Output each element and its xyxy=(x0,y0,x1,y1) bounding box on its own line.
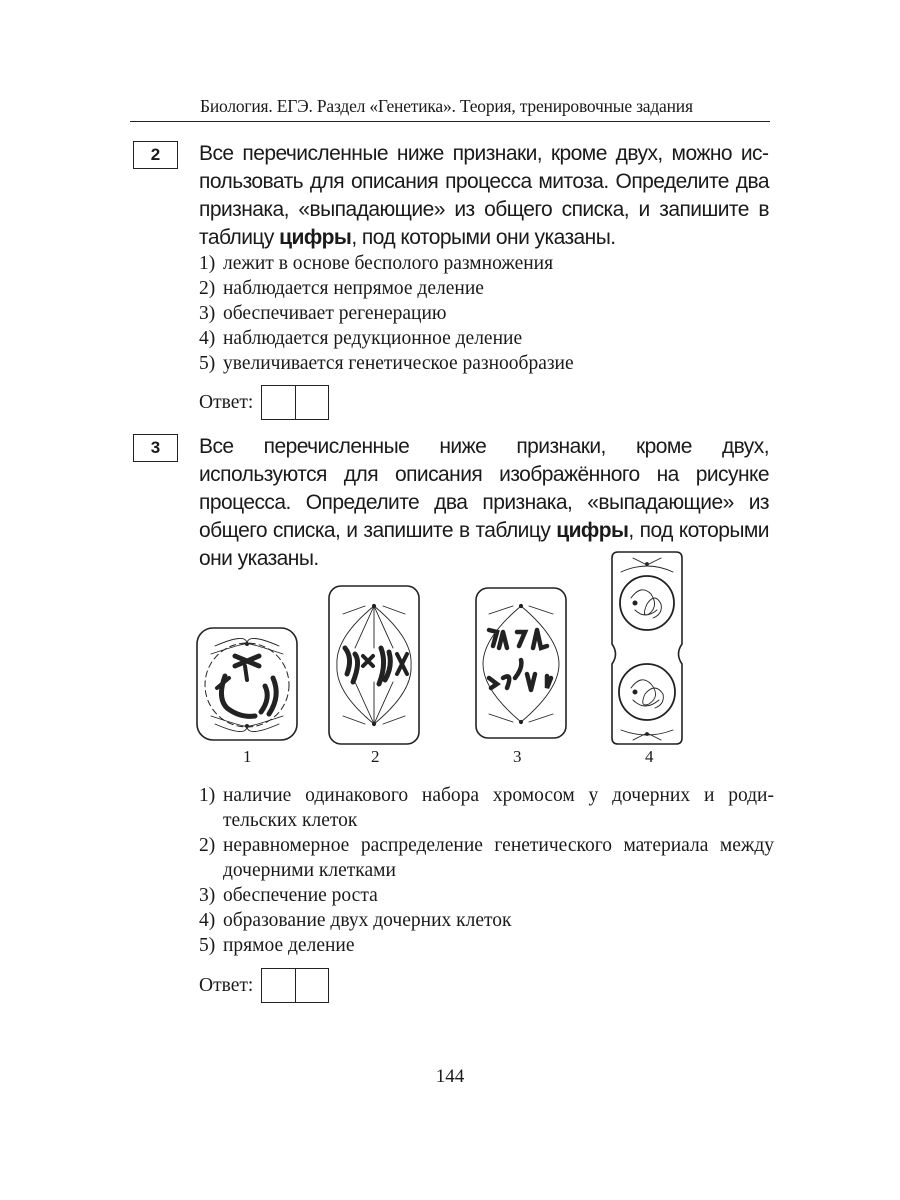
option-item xyxy=(199,251,774,276)
answer-row xyxy=(199,385,329,420)
prompt-text: Все перечисленные ниже признаки, кроме двух, можно использовать для описания процесса митоза. Определите два признака, «выпадающие» из общего списка, и запишите в таблицу xyxy=(199,142,769,249)
option-item xyxy=(199,351,774,376)
option-text: увеличивается генетическое разнообразие xyxy=(223,353,574,374)
prompt-text-end: , под которыми они указаны. xyxy=(199,519,769,570)
task-prompt xyxy=(199,140,769,252)
option-text: прямое деление xyxy=(223,935,355,956)
header-rule xyxy=(130,121,770,122)
option-number: 3) xyxy=(199,885,216,906)
option-number: 4) xyxy=(199,328,216,349)
answer-label: Ответ: xyxy=(199,391,254,413)
cell-1-prophase xyxy=(197,628,297,740)
answer-box xyxy=(261,385,329,420)
task-number-badge: 2 xyxy=(133,141,178,169)
option-number: 1) xyxy=(199,785,216,806)
answer-cell-1[interactable] xyxy=(262,386,295,419)
option-item xyxy=(199,908,774,933)
answer-cell-1[interactable] xyxy=(262,969,295,1002)
mitosis-illustration xyxy=(185,548,725,748)
running-title: Биология. ЕГЭ. Раздел «Генетика». Теория, тренировочные задания xyxy=(200,96,693,116)
options-list xyxy=(199,783,774,958)
answer-cell-2[interactable] xyxy=(295,386,328,419)
cell-2-metaphase xyxy=(329,586,419,744)
figure-label-4: 4 xyxy=(645,747,654,766)
option-number: 2) xyxy=(199,278,216,299)
prompt-text: Все перечисленные ниже признаки, кроме двух, используются для описания изображённого на рисунке процесса. Определите два признака, «выпадающие» из общего списка, и запишите в таблицу xyxy=(199,435,769,542)
option-item xyxy=(199,783,774,833)
cell-4-telophase xyxy=(612,552,682,744)
page-number: 144 xyxy=(435,1066,465,1087)
option-text: образование двух дочерних клеток xyxy=(223,910,512,931)
option-item xyxy=(199,276,774,301)
figure-label-2: 2 xyxy=(371,747,380,766)
answer-cell-2[interactable] xyxy=(295,969,328,1002)
option-text: наблюдается редукционное деление xyxy=(223,328,523,349)
figure-label-3: 3 xyxy=(513,747,522,766)
option-number: 3) xyxy=(199,303,216,324)
cell-3-anaphase xyxy=(476,588,566,738)
option-number: 5) xyxy=(199,353,216,374)
options-list xyxy=(199,251,774,376)
option-number: 2) xyxy=(199,835,216,856)
option-text: неравномерное распределение генетического материала между дочерними клетками xyxy=(223,835,774,881)
answer-row xyxy=(199,968,329,1003)
answer-box xyxy=(261,968,329,1003)
option-item xyxy=(199,883,774,908)
mitosis-figure xyxy=(185,548,725,773)
prompt-bold: цифры xyxy=(556,519,629,542)
option-item xyxy=(199,301,774,326)
prompt-text-end: , под которыми они указаны. xyxy=(351,226,616,249)
option-item xyxy=(199,326,774,351)
option-text: наблюдается непрямое деление xyxy=(223,278,484,299)
option-text: наличие одинакового набора хромосом у дочерних и родительских клеток xyxy=(223,785,774,831)
option-number: 1) xyxy=(199,253,216,274)
answer-label: Ответ: xyxy=(199,974,254,996)
option-item xyxy=(199,833,774,883)
figure-label-1: 1 xyxy=(243,747,252,766)
task-number-badge: 3 xyxy=(133,434,178,462)
option-number: 5) xyxy=(199,935,216,956)
option-text: лежит в основе бесполого размножения xyxy=(223,253,554,274)
option-item xyxy=(199,933,774,958)
option-number: 4) xyxy=(199,910,216,931)
option-text: обеспечивает регенерацию xyxy=(223,303,447,324)
prompt-bold: цифры xyxy=(279,226,352,249)
option-text: обеспечение роста xyxy=(223,885,378,906)
